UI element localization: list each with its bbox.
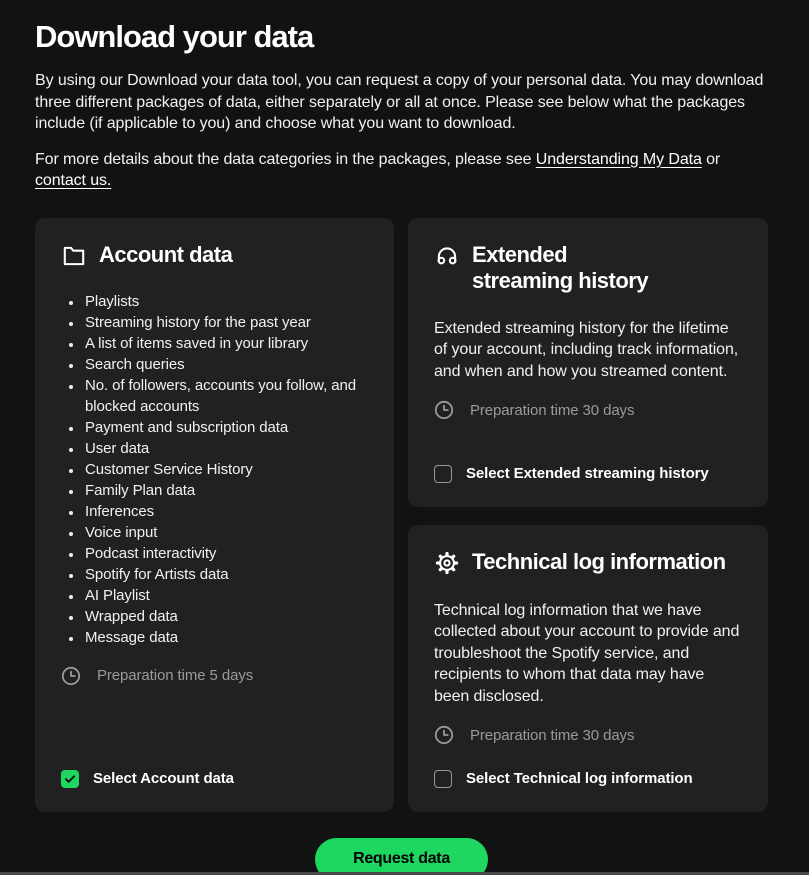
clock-icon <box>61 666 81 686</box>
extended-prep-time-text: Preparation time 30 days <box>470 401 635 419</box>
account-data-list <box>61 291 368 648</box>
clock-icon <box>434 725 454 745</box>
technical-checkbox-label: Select Technical log information <box>466 770 693 787</box>
list-item: • Customer Service History <box>83 459 368 480</box>
technical-card-header <box>434 549 742 576</box>
technical-card-title: Technical log information <box>472 548 726 574</box>
details-prefix-text: For more details about the data categories in the packages, please see <box>35 150 536 168</box>
folder-icon <box>61 243 87 269</box>
request-data-button[interactable]: Request data <box>315 838 488 875</box>
page-title: Download your data <box>35 19 314 54</box>
extended-streaming-history-card <box>408 218 768 507</box>
technical-log-checkbox[interactable] <box>434 770 452 788</box>
select-account-data-row[interactable] <box>61 770 368 788</box>
list-item: • Inferences <box>83 501 368 522</box>
extended-card-description: Extended streaming history for the lifetime of your account, including track information, and when and how you streamed content. <box>434 319 739 380</box>
list-item: • No. of followers, accounts you follow, and blocked accounts <box>83 375 368 417</box>
list-item: • Payment and subscription data <box>83 417 368 438</box>
understanding-my-data-link[interactable]: Understanding My Data <box>535 150 702 168</box>
contact-us-link[interactable]: contact us. <box>35 172 112 189</box>
technical-card-description: Technical log information that we have collected about your account to provide and troubleshoot the Spotify service, and recipients to whom that data may have been disclosed. <box>434 601 740 705</box>
clock-icon <box>434 400 454 420</box>
list-item: • Spotify for Artists data <box>83 564 368 585</box>
technical-prep-time-row <box>434 725 742 745</box>
list-item: • AI Playlist <box>83 585 368 606</box>
list-item: • Voice input <box>83 522 368 543</box>
list-item: • A list of items saved in your library <box>83 333 368 354</box>
headphones-icon <box>434 243 460 269</box>
details-paragraph <box>35 149 768 192</box>
gear-icon <box>434 550 460 576</box>
list-item: • Message data <box>83 627 368 648</box>
technical-prep-time-text: Preparation time 30 days <box>470 726 635 744</box>
account-card-title: Account data <box>99 241 233 267</box>
extended-card-title: Extended streaming history <box>472 241 649 293</box>
account-data-card <box>35 218 394 812</box>
account-checkbox-label: Select Account data <box>93 770 234 787</box>
select-technical-log-row[interactable] <box>434 770 742 788</box>
extended-card-header <box>434 242 742 294</box>
extended-prep-time-row <box>434 400 742 420</box>
request-button-container <box>35 838 768 875</box>
account-card-header <box>61 242 368 269</box>
technical-log-card <box>408 525 768 812</box>
account-prep-time-row <box>61 666 368 686</box>
account-prep-time-text: Preparation time 5 days <box>97 667 254 684</box>
details-middle-text: or <box>701 150 721 168</box>
package-cards <box>35 218 768 812</box>
intro-paragraph: By using our Download your data tool, you can request a copy of your personal data. You may download three different packages of data, either separately or all at once. Please see below what the packages include (if applicable to you) and choose what you want to download. <box>35 72 764 132</box>
extended-streaming-checkbox[interactable] <box>434 465 452 483</box>
list-item: • User data <box>83 438 368 459</box>
list-item: • Playlists <box>83 291 368 312</box>
list-item: • Family Plan data <box>83 480 368 501</box>
list-item: • Search queries <box>83 354 368 375</box>
account-data-checkbox[interactable] <box>61 770 79 788</box>
list-item: • Streaming history for the past year <box>83 312 368 333</box>
list-item: • Wrapped data <box>83 606 368 627</box>
select-extended-streaming-row[interactable] <box>434 465 742 483</box>
extended-checkbox-label: Select Extended streaming history <box>466 465 709 482</box>
list-item: • Podcast interactivity <box>83 543 368 564</box>
